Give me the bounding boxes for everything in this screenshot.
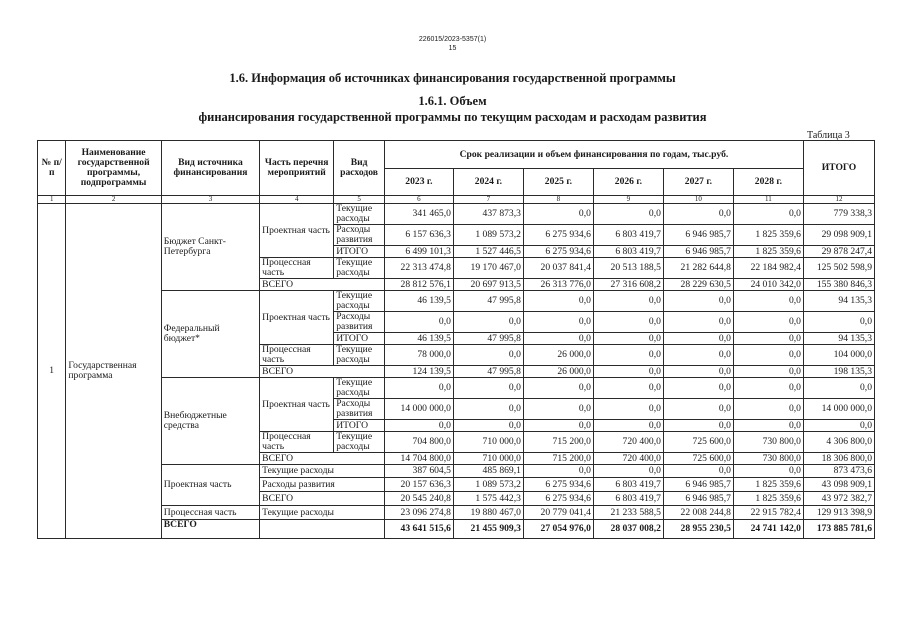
total-cell: 94 135,3 xyxy=(803,333,874,345)
value-cell: 47 995,8 xyxy=(453,291,523,312)
header-year: 2023 г. xyxy=(384,169,453,196)
value-cell: 730 800,0 xyxy=(733,432,803,453)
value-cell: 1 825 359,6 xyxy=(733,478,803,492)
value-cell: 0,0 xyxy=(453,378,523,399)
value-cell: 485 869,1 xyxy=(453,465,523,478)
value-cell: 6 946 985,7 xyxy=(663,492,733,506)
value-cell: 0,0 xyxy=(663,366,733,378)
empty-cell xyxy=(260,520,385,539)
value-cell: 21 282 644,8 xyxy=(663,258,733,279)
value-cell: 24 741 142,0 xyxy=(733,520,803,539)
kind-label: Текущие расходы xyxy=(334,291,385,312)
kind-label: ИТОГО xyxy=(334,246,385,258)
value-cell: 20 779 041,4 xyxy=(523,506,593,520)
part-label: Проектная часть xyxy=(260,378,334,432)
value-cell: 22 184 982,4 xyxy=(733,258,803,279)
value-cell: 6 499 101,3 xyxy=(384,246,453,258)
header-row xyxy=(38,141,875,169)
kind-label: Расходы развития xyxy=(334,225,385,246)
value-cell: 0,0 xyxy=(733,465,803,478)
header-kind: Вид расходов xyxy=(334,141,385,196)
value-cell: 715 200,0 xyxy=(523,453,593,465)
part-label: Процессная часть xyxy=(260,432,334,453)
value-cell: 22 915 782,4 xyxy=(733,506,803,520)
value-cell: 0,0 xyxy=(663,465,733,478)
value-cell: 0,0 xyxy=(523,291,593,312)
column-number: 3 xyxy=(161,196,259,204)
value-cell: 0,0 xyxy=(593,204,663,225)
value-cell: 0,0 xyxy=(663,312,733,333)
kind-label: Расходы развития xyxy=(260,478,385,492)
total-cell: 198 135,3 xyxy=(803,366,874,378)
value-cell: 704 800,0 xyxy=(384,432,453,453)
total-cell: 4 306 800,0 xyxy=(803,432,874,453)
value-cell: 0,0 xyxy=(593,291,663,312)
value-cell: 710 000,0 xyxy=(453,432,523,453)
value-cell: 0,0 xyxy=(733,420,803,432)
value-cell: 6 275 934,6 xyxy=(523,225,593,246)
kind-label: Текущие расходы xyxy=(334,378,385,399)
value-cell: 1 089 573,2 xyxy=(453,225,523,246)
value-cell: 0,0 xyxy=(593,345,663,366)
value-cell: 21 233 588,5 xyxy=(593,506,663,520)
kind-label: ИТОГО xyxy=(334,420,385,432)
table-row xyxy=(38,204,875,225)
value-cell: 0,0 xyxy=(453,420,523,432)
value-cell: 0,0 xyxy=(663,204,733,225)
value-cell: 0,0 xyxy=(663,333,733,345)
value-cell: 0,0 xyxy=(593,465,663,478)
column-number: 4 xyxy=(260,196,334,204)
value-cell: 26 000,0 xyxy=(523,366,593,378)
value-cell: 6 803 419,7 xyxy=(593,246,663,258)
header-year: 2028 г. xyxy=(733,169,803,196)
value-cell: 0,0 xyxy=(733,366,803,378)
kind-label: ИТОГО xyxy=(334,333,385,345)
header-no: № п/п xyxy=(38,141,66,196)
grand-total-label: ВСЕГО xyxy=(161,520,259,539)
value-cell: 1 089 573,2 xyxy=(453,478,523,492)
total-cell: 43 098 909,1 xyxy=(803,478,874,492)
program-name: Государственная программа xyxy=(66,204,161,539)
kind-label: Текущие расходы xyxy=(260,465,385,478)
total-cell: 125 502 598,9 xyxy=(803,258,874,279)
header-year: 2025 г. xyxy=(523,169,593,196)
value-cell: 0,0 xyxy=(733,378,803,399)
value-cell: 720 400,0 xyxy=(593,432,663,453)
value-cell: 0,0 xyxy=(733,399,803,420)
value-cell: 0,0 xyxy=(593,312,663,333)
table-row xyxy=(38,291,875,312)
subsection-subtitle: финансирования государственной программы по текущим расходам и расходам развития xyxy=(198,110,707,124)
value-cell: 710 000,0 xyxy=(453,453,523,465)
value-cell: 20 513 188,5 xyxy=(593,258,663,279)
value-cell: 0,0 xyxy=(384,420,453,432)
value-cell: 6 946 985,7 xyxy=(663,225,733,246)
value-cell: 27 316 608,2 xyxy=(593,279,663,291)
value-cell: 6 275 934,6 xyxy=(523,478,593,492)
table-row xyxy=(38,506,875,520)
total-cell: 779 338,3 xyxy=(803,204,874,225)
kind-label: Расходы развития xyxy=(334,399,385,420)
total-cell: 29 878 247,4 xyxy=(803,246,874,258)
column-number: 11 xyxy=(733,196,803,204)
value-cell: 0,0 xyxy=(733,312,803,333)
kind-label: Текущие расходы xyxy=(334,204,385,225)
value-cell: 28 037 008,2 xyxy=(593,520,663,539)
total-cell: 0,0 xyxy=(803,420,874,432)
value-cell: 0,0 xyxy=(663,291,733,312)
total-cell: 129 913 398,9 xyxy=(803,506,874,520)
subtotal-label: ВСЕГО xyxy=(260,366,385,378)
value-cell: 1 575 442,3 xyxy=(453,492,523,506)
value-cell: 0,0 xyxy=(453,312,523,333)
value-cell: 46 139,5 xyxy=(384,291,453,312)
value-cell: 0,0 xyxy=(733,204,803,225)
header-year: 2027 г. xyxy=(663,169,733,196)
value-cell: 6 803 419,7 xyxy=(593,492,663,506)
part-label: Процессная часть xyxy=(260,345,334,366)
column-number: 1 xyxy=(38,196,66,204)
grand-total-row xyxy=(38,520,875,539)
header-part: Часть перечня мероприятий xyxy=(260,141,334,196)
kind-label: Расходы развития xyxy=(334,312,385,333)
part-label: Процессная часть xyxy=(161,506,259,520)
value-cell: 0,0 xyxy=(453,345,523,366)
value-cell: 725 600,0 xyxy=(663,453,733,465)
value-cell: 0,0 xyxy=(663,378,733,399)
value-cell: 23 096 274,8 xyxy=(384,506,453,520)
total-cell: 0,0 xyxy=(803,312,874,333)
column-number: 12 xyxy=(803,196,874,204)
column-number-row xyxy=(38,196,875,204)
value-cell: 20 697 913,5 xyxy=(453,279,523,291)
kind-label: Текущие расходы xyxy=(334,432,385,453)
value-cell: 20 157 636,3 xyxy=(384,478,453,492)
table-label: Таблица 3 xyxy=(807,130,850,141)
value-cell: 46 139,5 xyxy=(384,333,453,345)
part-label: Проектная часть xyxy=(260,204,334,258)
value-cell: 28 812 576,1 xyxy=(384,279,453,291)
total-cell: 14 000 000,0 xyxy=(803,399,874,420)
page-number: 15 xyxy=(448,45,457,52)
value-cell: 1 527 446,5 xyxy=(453,246,523,258)
value-cell: 22 313 474,8 xyxy=(384,258,453,279)
value-cell: 26 000,0 xyxy=(523,345,593,366)
total-cell: 18 306 800,0 xyxy=(803,453,874,465)
value-cell: 0,0 xyxy=(523,333,593,345)
value-cell: 26 313 776,0 xyxy=(523,279,593,291)
value-cell: 22 008 244,8 xyxy=(663,506,733,520)
value-cell: 725 600,0 xyxy=(663,432,733,453)
value-cell: 437 873,3 xyxy=(453,204,523,225)
value-cell: 28 955 230,5 xyxy=(663,520,733,539)
row-number: 1 xyxy=(38,204,66,539)
column-number: 9 xyxy=(593,196,663,204)
value-cell: 14 704 800,0 xyxy=(384,453,453,465)
section-title: 1.6. Информация об источниках финансирования государственной программы xyxy=(229,71,676,85)
value-cell: 47 995,8 xyxy=(453,366,523,378)
value-cell: 0,0 xyxy=(733,291,803,312)
value-cell: 0,0 xyxy=(523,465,593,478)
subtotal-label: ВСЕГО xyxy=(260,279,385,291)
value-cell: 341 465,0 xyxy=(384,204,453,225)
value-cell: 0,0 xyxy=(593,399,663,420)
value-cell: 78 000,0 xyxy=(384,345,453,366)
value-cell: 6 275 934,6 xyxy=(523,492,593,506)
value-cell: 0,0 xyxy=(523,204,593,225)
value-cell: 0,0 xyxy=(733,333,803,345)
value-cell: 0,0 xyxy=(523,312,593,333)
total-cell: 43 972 382,7 xyxy=(803,492,874,506)
value-cell: 0,0 xyxy=(384,378,453,399)
value-cell: 6 946 985,7 xyxy=(663,478,733,492)
column-number: 7 xyxy=(453,196,523,204)
financing-table xyxy=(37,140,875,539)
value-cell: 0,0 xyxy=(663,420,733,432)
column-number: 5 xyxy=(334,196,385,204)
total-cell: 104 000,0 xyxy=(803,345,874,366)
total-cell: 155 380 846,3 xyxy=(803,279,874,291)
subtotal-label: ВСЕГО xyxy=(260,453,385,465)
value-cell: 27 054 976,0 xyxy=(523,520,593,539)
value-cell: 0,0 xyxy=(663,345,733,366)
kind-label: Текущие расходы xyxy=(334,258,385,279)
value-cell: 20 037 841,4 xyxy=(523,258,593,279)
header-year: 2024 г. xyxy=(453,169,523,196)
value-cell: 715 200,0 xyxy=(523,432,593,453)
value-cell: 6 275 934,6 xyxy=(523,246,593,258)
total-cell: 873 473,6 xyxy=(803,465,874,478)
total-cell: 0,0 xyxy=(803,378,874,399)
table-row xyxy=(38,465,875,478)
total-cell: 29 098 909,1 xyxy=(803,225,874,246)
value-cell: 0,0 xyxy=(593,366,663,378)
value-cell: 0,0 xyxy=(384,312,453,333)
value-cell: 21 455 909,3 xyxy=(453,520,523,539)
subsection-title: 1.6.1. Объем xyxy=(418,94,487,108)
source-label: Внебюджетные средства xyxy=(161,378,259,465)
total-cell: 173 885 781,6 xyxy=(803,520,874,539)
value-cell: 19 880 467,0 xyxy=(453,506,523,520)
column-number: 2 xyxy=(66,196,161,204)
value-cell: 6 946 985,7 xyxy=(663,246,733,258)
kind-label: Текущие расходы xyxy=(334,345,385,366)
header-year: 2026 г. xyxy=(593,169,663,196)
value-cell: 0,0 xyxy=(733,345,803,366)
value-cell: 0,0 xyxy=(593,333,663,345)
part-label: Процессная часть xyxy=(260,258,334,279)
value-cell: 14 000 000,0 xyxy=(384,399,453,420)
document-stamp xyxy=(0,35,905,53)
value-cell: 6 803 419,7 xyxy=(593,225,663,246)
value-cell: 43 641 515,6 xyxy=(384,520,453,539)
value-cell: 0,0 xyxy=(523,378,593,399)
column-number: 8 xyxy=(523,196,593,204)
header-program: Наименование государственной программы, подпрограммы xyxy=(66,141,161,196)
value-cell: 6 803 419,7 xyxy=(593,478,663,492)
value-cell: 387 604,5 xyxy=(384,465,453,478)
value-cell: 0,0 xyxy=(663,399,733,420)
value-cell: 730 800,0 xyxy=(733,453,803,465)
value-cell: 47 995,8 xyxy=(453,333,523,345)
source-label: Бюджет Санкт-Петербурга xyxy=(161,204,259,291)
total-cell: 94 135,3 xyxy=(803,291,874,312)
kind-label: Текущие расходы xyxy=(260,506,385,520)
value-cell: 1 825 359,6 xyxy=(733,492,803,506)
value-cell: 0,0 xyxy=(523,420,593,432)
value-cell: 0,0 xyxy=(593,378,663,399)
header-source: Вид источника финансирования xyxy=(161,141,259,196)
value-cell: 0,0 xyxy=(453,399,523,420)
value-cell: 28 229 630,5 xyxy=(663,279,733,291)
document-id: 226015/2023-5357(1) xyxy=(418,36,487,43)
table-row xyxy=(38,378,875,399)
value-cell: 720 400,0 xyxy=(593,453,663,465)
column-number: 10 xyxy=(663,196,733,204)
value-cell: 19 170 467,0 xyxy=(453,258,523,279)
value-cell: 0,0 xyxy=(593,420,663,432)
value-cell: 1 825 359,6 xyxy=(733,225,803,246)
part-label: Проектная часть xyxy=(260,291,334,345)
column-number: 6 xyxy=(384,196,453,204)
value-cell: 124 139,5 xyxy=(384,366,453,378)
value-cell: 6 157 636,3 xyxy=(384,225,453,246)
header-period: Срок реализации и объем финансирования по годам, тыс.руб. xyxy=(384,141,803,169)
part-label: Проектная часть xyxy=(161,465,259,506)
subtotal-label: ВСЕГО xyxy=(260,492,385,506)
value-cell: 1 825 359,6 xyxy=(733,246,803,258)
value-cell: 20 545 240,8 xyxy=(384,492,453,506)
value-cell: 24 010 342,0 xyxy=(733,279,803,291)
value-cell: 0,0 xyxy=(523,399,593,420)
header-total: ИТОГО xyxy=(803,141,874,196)
source-label: Федеральный бюджет* xyxy=(161,291,259,378)
